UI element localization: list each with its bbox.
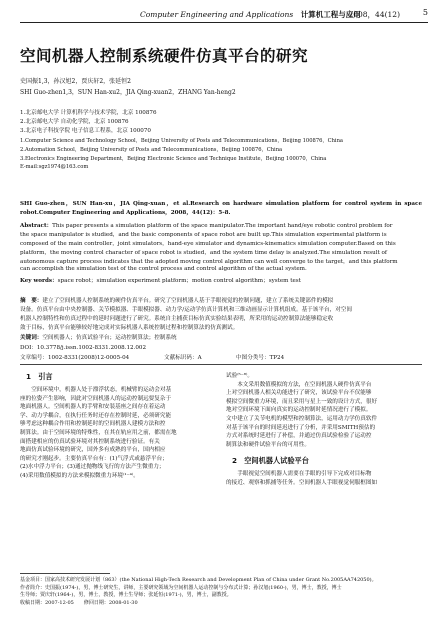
right-column-line: 方式对系统时延进行了补偿，并通过仿真试验检验了运动控 bbox=[226, 433, 372, 440]
footnote-author-bio-cont: 生导师；贾庆轩(1964-)，男，博士，教授，博士生导师；张延恒(1971-)，男，博士，副教授。 bbox=[20, 592, 232, 599]
section-1-line: 空间环境中，机器人处于漂浮状态，机械臂的运动会对基 bbox=[20, 387, 172, 393]
keywords-en: Key words：space robot；simulation experiment platform；motion control algorithm；system test bbox=[20, 278, 301, 284]
abstract-cn-line-2: 设备。仿真平台由中央控制器、关节模拟器、手眼模拟器、动力学/运动学仿真计算机和三维动画显示计算机组成。基于该平台，对空间 bbox=[20, 307, 352, 313]
right-column-line: 地对空间环境下面向真实的运动控制时延情况进行了模拟。 bbox=[226, 407, 372, 414]
affiliation-cn-2: 2.北京邮电大学 自动化学院，北京 100876 bbox=[20, 119, 129, 125]
journal-name-cn: 计算机工程与应用 bbox=[300, 10, 361, 19]
section-1-title: 1 引言 bbox=[26, 372, 53, 381]
abstract-line-2: the space manipulator is studied，and the basic components of space robot are built up.This simulation experimental platform is bbox=[20, 232, 387, 238]
clc-number: 中图分类号：TP24 bbox=[236, 355, 285, 361]
section-1-line: 学、动力学耦合，在执行任务时还存在控制时延，必须研究能 bbox=[20, 412, 172, 419]
authors-cn: 史国振1,3，孙汉旭2，贾庆轩2，张延恒2 bbox=[20, 78, 131, 85]
right-column-body bbox=[226, 372, 422, 449]
abstract-cn-label: 摘 要： bbox=[20, 298, 43, 304]
year-issue: 2008，44(12) bbox=[348, 10, 400, 19]
abstract-cn-line-4: 敛于目标，仿真平台能够较好地完成对实际机器人系统控制过程和控制算法的仿真测试。 bbox=[20, 325, 239, 331]
footnote-author-bio: 作者简介：史国振(1974-)，男，博士研究生，讲师，主要研究领域为空间机器人运动控制与分布式计算；孙汉旭(1960-)，男，博士，教授，博士 bbox=[20, 584, 342, 591]
footnote-divider bbox=[20, 573, 110, 574]
authors-en: SHI Guo-zhen1,3，SUN Han-xu2，JIA Qing-xuan2，ZHANG Yan-heng2 bbox=[20, 89, 236, 96]
section-2-line: 手眼视觉空间机器人需要在手眼的引导下完成对目标物 bbox=[226, 471, 372, 477]
abstract-cn-line-3: 机器人控制特性和仿真过程中的延时问题进行了研究。系统自主捕获目标仿真实验结果表明，所采用的运动控制算法能够稳定收 bbox=[20, 316, 334, 322]
footnotes bbox=[20, 577, 422, 607]
right-column-line: 制算法和硬件试验平台的可用性。 bbox=[226, 441, 310, 448]
section-1-body bbox=[20, 386, 216, 481]
keywords-cn-label: 关键词： bbox=[20, 335, 43, 341]
document-code: 文献标识码：A bbox=[164, 355, 202, 361]
right-column-line: 对基于该平台的时间延迟进行了分析，并采用SMITH预估的 bbox=[226, 424, 376, 431]
affiliation-en-3: 3.Electronics Engineering Department，Beijing Electronic Science and Technique Institute，Beijing 100070，China bbox=[20, 156, 327, 162]
section-2-title: 2 空间机器人试验平台 bbox=[232, 456, 309, 465]
keywords-label: Key words： bbox=[20, 278, 58, 284]
right-column-line: 文中建立了关节电机的模型和控制算法，运用动力学仿真软件 bbox=[226, 415, 378, 422]
section-1-line: (2)水中浮力平台；(3)通过抛物线飞行的方法产生微重力； bbox=[20, 464, 165, 471]
section-1-line: (4)采用数值模拟的方法来模拟微重力环境⁽¹⁻⁴⁾。 bbox=[20, 472, 139, 479]
section-1-line: 制算法。由于空间环境的特殊性，在其在轨应用之前，都需在地 bbox=[20, 429, 177, 436]
page-number: 5 bbox=[422, 8, 428, 17]
section-2-line: 的接近、观察和抓捕等任务。空间机器人手眼视觉伺服框图如 bbox=[226, 479, 378, 486]
abstract-label: Abstract： bbox=[20, 223, 53, 229]
footnote-funding: 基金项目：国家高技术研究发展计划（863）(the National High-Tech Research and Development Plan of China under Grant No.2005AA742050)。 bbox=[20, 577, 377, 583]
right-column-line: 模拟空间微重力环境，而且采用与星上一致的设计方式，很好 bbox=[226, 398, 378, 405]
section-1-line: 的研究才刚起步。主要仿真平台有：(1)气浮式或悬浮平台； bbox=[20, 455, 168, 462]
section-2-body bbox=[226, 470, 422, 487]
right-column-line: 本文采用数值模拟的方法，在空间机器人硬件仿真平台 bbox=[226, 381, 372, 388]
paper-title: 空间机器人控制系统硬件仿真平台的研究 bbox=[20, 47, 309, 65]
affiliation-cn-1: 1.北京邮电大学 计算机科学与技术学院，北京 100876 bbox=[20, 110, 157, 116]
section-1-line: 地面机器人。空间机器人的手臂和安装基座之间存在着运动 bbox=[20, 404, 166, 411]
abstract-line-3: composed of the main controller，joint simulators，hand-eye simulator and dynamics-kinematics simulation computer.Based on this bbox=[20, 241, 396, 247]
citation: SHI Guo-zhen，SUN Han-xu，JIA Qing-xuan，et al.Research on hardware simulation platform for control system in space robot.Computer Engineering and Applications，2008，44(12)：5-8. bbox=[20, 201, 422, 216]
right-column-line: 试验⁽⁵⁻⁸⁾。 bbox=[226, 373, 253, 379]
abstract-line-5: autonomous capture process indicates that the adopted moving control algorithm can well converge to the target，and this platform bbox=[20, 259, 398, 265]
journal-name: Computer Engineering and Applications 计算机工程与应用 bbox=[140, 10, 361, 19]
email: E-mail:sgz1974@163.com bbox=[20, 164, 89, 170]
affiliation-en-2: 2.Automation School，Beijing University of Posts and Telecommunications，Beijing 100876，China bbox=[20, 147, 283, 153]
footnote-dates: 收稿日期：2007-12-05 修回日期：2008-01-30 bbox=[20, 599, 138, 606]
section-divider bbox=[20, 364, 422, 365]
article-number: 文章编号：1002-8331(2008)12-0005-04 bbox=[20, 355, 130, 361]
affiliation-en-1: 1.Computer Science and Technology School，Beijing University of Posts and Telecommunications，Beijing 100876，China bbox=[20, 138, 344, 144]
section-1-line: 面搭建相应的仿真试验环境对其控制系统进行验证。有关 bbox=[20, 438, 160, 445]
section-1-line: 够考虑这种耦合作用和控制延时的空间机器人建模方法和控 bbox=[20, 421, 166, 428]
section-1-line: 地面仿真试验环境的研究，国外多有成熟的平台，国内相应 bbox=[20, 447, 166, 454]
affiliation-cn-3: 3.北京电子科技学院 电子信息工程系，北京 100070 bbox=[20, 128, 151, 134]
abstract-line-1: Abstract：This paper presents a simulation platform of the space manipulator.The important hand/eye robotic control problem for bbox=[20, 223, 393, 229]
doi: DOI：10.3778/j.issn.1002-8331.2008.12.002 bbox=[20, 345, 147, 351]
abstract-line-4: platform，the moving control character of space robot is studied，and the system time delay is analyzed.The simulation result of bbox=[20, 250, 387, 256]
right-column-line: 上对空间机器人相关功能进行了研究，该试验平台不仅能够 bbox=[226, 390, 372, 397]
abstract-line-6: can accomplish the simulation test of the control process and control algorithm of the actual system. bbox=[20, 266, 307, 272]
abstract-cn-line-1: 摘 要：建立了空间机器人控制系统的硬件仿真平台。研究了空间机器人基于手眼视觉的控制问题，建立了系统关键部件的模拟 bbox=[20, 298, 334, 304]
running-header bbox=[20, 8, 428, 23]
keywords-cn: 关键词：空间机器人；仿真试验平台；运动控制算法；控制系统 bbox=[20, 335, 177, 341]
section-1-line: 座的位姿产生影响，因此对空间机器人的运动控制远要复杂于 bbox=[20, 395, 172, 402]
